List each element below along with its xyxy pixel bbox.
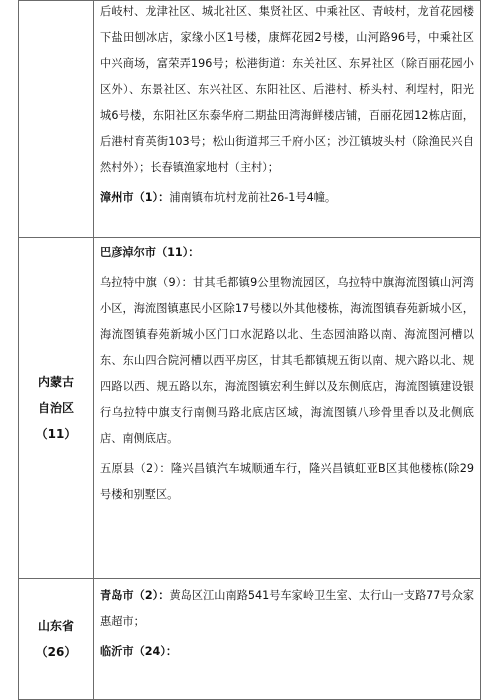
region-label [36,613,77,665]
paragraph [100,583,474,635]
paragraph [100,456,474,508]
closure-area-table [18,0,481,700]
content-cell [94,579,481,700]
city-label: 临沂市（24）： [100,645,178,658]
paragraph [100,270,474,452]
city-label: 巴彦淖尔市（11）： [100,246,200,259]
content-cell [94,1,481,238]
paragraph-text: 浦南镇布坑村龙前社26-1号4幢。 [169,191,337,204]
paragraph-text: 五原县（2）：隆兴昌镇汽车城顺通车行，隆兴昌镇虹亚B区其他楼栋(除29号楼和别墅区。 [100,462,474,501]
content-cell [94,238,481,579]
paragraph-text: 乌拉特中旗（9）：甘其毛都镇9公里物流园区，乌拉特中旗海流图镇山河湾小区，海流图镇惠民小区除17号楼以外其他楼栋，海流图镇春苑新城小区，海流图镇春苑新城小区门口水泥路以北、生态园油路以南、海流图河槽以东、东山四合院河槽以西平房区，甘其毛都镇规五街以南、规六路以北、规四路以西、规五路以东，海流图镇宏利生鲜以及东侧底店，海流图镇建设银行乌拉特中旗支行南侧马路北底店区域，海流图镇八珍骨里香以及北侧底店、南侧底店。 [100,276,474,445]
table-row [19,238,481,579]
paragraph [100,240,474,266]
region-cell [19,238,94,579]
region-cell [19,579,94,700]
city-label: 漳州市（1）： [100,191,170,204]
city-label: 青岛市（2）： [100,589,170,602]
table-row [19,579,481,700]
paragraph-text: 后岐村、龙津社区、城北社区、集贤社区、中乘社区、青岐村，龙首花园楼下盐田刨冰店，家缘小区1号楼，康辉花园2号楼，山河路96号，中乘社区中兴商场，富荣弄196号；松港街道：东关社区、东昇社区（除百丽花园小区外）、东景社区、东兴社区、东阳社区、后港村、桥头村、利埕村，阳光城6号楼，东阳社区东泰华府二期盐田湾海鲜楼店铺，百丽花园12栋店面，后港村育英街103号；松山街道邦三千府小区；沙江镇坡头村（除渔民兴自然村外）；长春镇渔家地村（主村）； [100,5,474,174]
region-label [36,369,77,447]
region-name-line: 山东省 [37,619,74,633]
paragraph [100,0,474,181]
paragraph [100,639,474,665]
table-row [19,1,481,238]
region-name-line: 自治区 [37,401,74,415]
region-count: （26） [35,645,77,659]
region-count: （11） [35,427,77,441]
region-name-line: 内蒙古 [37,375,74,389]
paragraph-text: 黄岛区江山南路541号车家岭卫生室、太行山一支路77号众家惠超市； [100,589,475,628]
region-cell [19,1,94,238]
paragraph [100,185,474,211]
